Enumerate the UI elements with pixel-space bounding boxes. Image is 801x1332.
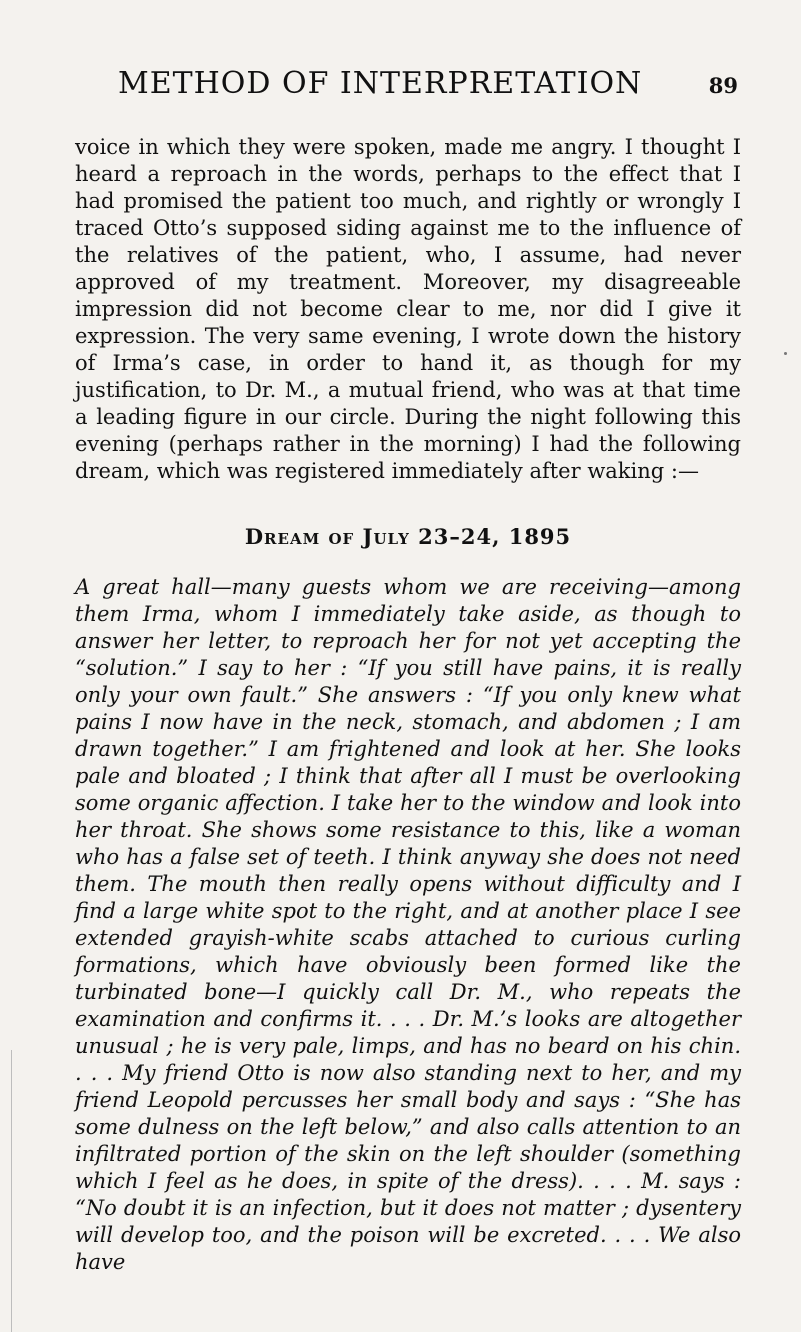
binding-edge-line [11,1050,12,1332]
paper-speck [784,352,787,355]
running-head: METHOD OF INTERPRETATION [118,66,643,101]
dream-paragraph: A great hall—many guests whom we are receiving—among them Irma, whom I immediately take aside, as though to answer her letter, to reproach her for not yet accepting the “solution.” I say to her : “If you still have pains, it is really only your own fault.” She answers : “If you only knew what pains I now have in the neck, stomach, and abdomen ; I am drawn together.” I am frightened and look at her. She looks pale and bloated ; I think that after all I must be overlooking some organic affection. I take her to the window and look into her throat. She shows some resistance to this, like a woman who has a false set of teeth. I think anyway she does not need them. The mouth then really opens without difficulty and I find a large white spot to the right, and at another place I see extended grayish-white scabs attached to curious curling formations, which have obviously been formed like the turbinated bone—I quickly call Dr. M., who repeats the examination and confirms it. . . . Dr. M.’s looks are altogether unusual ; he is very pale, limps, and has no beard on his chin. . . . My friend Otto is now also standing next to her, and my friend Leopold percusses her small body and says : “She has some dulness on the left below,” and also calls attention to an infiltrated portion of the skin on the left shoulder (something which I feel as he does, in spite of the dress). . . . M. says : “No doubt it is an infection, but it does not matter ; dysentery will develop too, and the poison will be excreted. . . . We also have [75,575,741,1274]
page-number: 89 [708,73,738,98]
intro-paragraph: voice in which they were spoken, made me angry. I thought I heard a reproach in the words, perhaps to the effect that I had promised the patient too much, and rightly or wrongly I traced Otto’s supposed siding against me to the influence of the relatives of the patient, who, I assume, had never approved of my treatment. Moreover, my disagreeable impression did not become clear to me, nor did I give it expression. The very same evening, I wrote down the history of Irma’s case, in order to hand it, as though for my justification, to Dr. M., a mutual friend, who was at that time a leading figure in our circle. During the night following this evening (perhaps rather in the morning) I had the following dream, which was registered immediately after waking :— [75,135,741,483]
page-header [118,66,738,114]
dream-heading: Dream of July 23–24, 1895 [244,524,572,549]
